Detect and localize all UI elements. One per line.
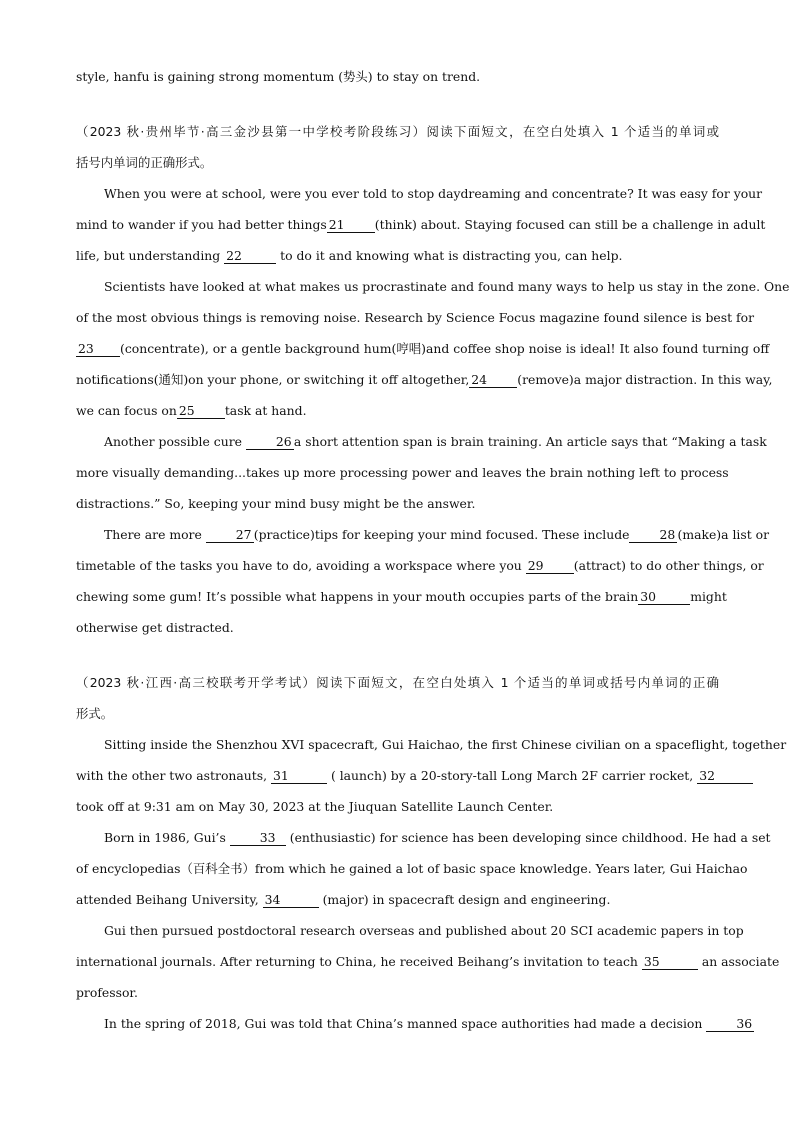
section1-header-line2: 括号内单词的正确形式。 xyxy=(76,155,213,170)
s2-p2-line2: of encyclopedias（百科全书）from which he gained a lot of basic space knowledge. Years later, Gui Haichao xyxy=(76,861,748,876)
blank-31[interactable]: 31 xyxy=(271,769,327,784)
s2-p3-line2: international journals. After returning to China, he received Beihang’s invitation to teach 35 an associate xyxy=(76,954,780,969)
blank-21[interactable]: 21 xyxy=(327,218,375,233)
blank-34[interactable]: 34 xyxy=(263,893,319,908)
blank-28[interactable]: 28 xyxy=(629,528,677,543)
s1-p1-line1: When you were at school, were you ever told to stop daydreaming and concentrate? It was easy for your xyxy=(104,186,763,201)
s1-p4-line1: There are more 27 (practice)tips for keeping your mind focused. These include 28 (make)a list or xyxy=(104,527,770,542)
s1-p4-line2: timetable of the tasks you have to do, avoiding a workspace where you 29 (attract) to do other things, or xyxy=(76,558,764,573)
blank-32[interactable]: 32 xyxy=(697,769,753,784)
s2-p2-line1: Born in 1986, Gui’s 33 (enthusiastic) for science has been developing since childhood. He had a set xyxy=(104,830,771,845)
blank-24[interactable]: 24 xyxy=(469,373,517,388)
s1-p3-line1: Another possible cure 26 a short attention span is brain training. An article says that “Making a task xyxy=(104,434,767,449)
section1-header-line1: （2023 秋·贵州毕节·高三金沙县第一中学校考阶段练习）阅读下面短文，在空白处填入 1 个适当的单词或 xyxy=(76,124,719,139)
s2-p3-line1: Gui then pursued postdoctoral research overseas and published about 20 SCI academic papers in top xyxy=(104,923,744,938)
section2-header-line1: （2023 秋·江西·高三校联考开学考试）阅读下面短文，在空白处填入 1 个适当的单词或括号内单词的正确 xyxy=(76,675,719,690)
s1-p3-line3: distractions.” So, keeping your mind busy might be the answer. xyxy=(76,496,476,511)
s2-p1-line3: took off at 9:31 am on May 30, 2023 at the Jiuquan Satellite Launch Center. xyxy=(76,799,554,814)
blank-33[interactable]: 33 xyxy=(230,831,286,846)
s1-p4-line4: otherwise get distracted. xyxy=(76,620,234,635)
paragraph-fragment: style, hanfu is gaining strong momentum (势头) to stay on trend. xyxy=(76,69,481,84)
blank-26[interactable]: 26 xyxy=(246,435,294,450)
blank-30[interactable]: 30 xyxy=(638,590,690,605)
blank-36[interactable]: 36 xyxy=(706,1017,754,1032)
blank-25[interactable]: 25 xyxy=(177,404,225,419)
s1-p2-line3: 23 (concentrate), or a gentle background hum(哼唱)and coffee shop noise is ideal! It also found turning off xyxy=(78,341,770,356)
s2-p3-line3: professor. xyxy=(76,985,138,1000)
s1-p1-line2: mind to wander if you had better things 21 (think) about. Staying focused can still be a challenge in adult xyxy=(76,217,766,232)
s2-p4-line1: In the spring of 2018, Gui was told that China’s manned space authorities had made a decision 36 xyxy=(76,1008,719,1039)
blank-29[interactable]: 29 xyxy=(526,559,574,574)
s1-p1-line3: life, but understanding 22 to do it and knowing what is distracting you, can help. xyxy=(76,248,623,263)
s1-p3-line2: more visually demanding...takes up more processing power and leaves the brain nothing left to process xyxy=(76,465,729,480)
s1-p2-line2: of the most obvious things is removing noise. Research by Science Focus magazine found silence is best for xyxy=(76,310,754,325)
blank-23[interactable]: 23 xyxy=(76,342,120,357)
blank-27[interactable]: 27 xyxy=(206,528,254,543)
s1-p2-line1: Scientists have looked at what makes us procrastinate and found many ways to help us stay in the zone. One xyxy=(104,279,790,294)
blank-35[interactable]: 35 xyxy=(642,955,698,970)
section2-header-line2: 形式。 xyxy=(76,706,114,721)
s2-p1-line2: with the other two astronauts, 31 ( launch) by a 20-story-tall Long March 2F carrier rocket, 32 xyxy=(76,760,719,791)
blank-22[interactable]: 22 xyxy=(224,249,276,264)
s1-p4-line3: chewing some gum! It’s possible what happens in your mouth occupies parts of the brain 30 might xyxy=(76,589,727,604)
s1-p2-line5: we can focus on 25 task at hand. xyxy=(76,403,307,418)
document-page xyxy=(76,0,790,1039)
s2-p1-line1: Sitting inside the Shenzhou XVI spacecraft, Gui Haichao, the first Chinese civilian on a spaceflight, together xyxy=(104,737,787,752)
s2-p2-line3: attended Beihang University, 34 (major) in spacecraft design and engineering. xyxy=(76,892,611,907)
s1-p2-line4: notifications(通知)on your phone, or switching it off altogether, 24 (remove)a major distraction. In this way, xyxy=(76,372,773,387)
